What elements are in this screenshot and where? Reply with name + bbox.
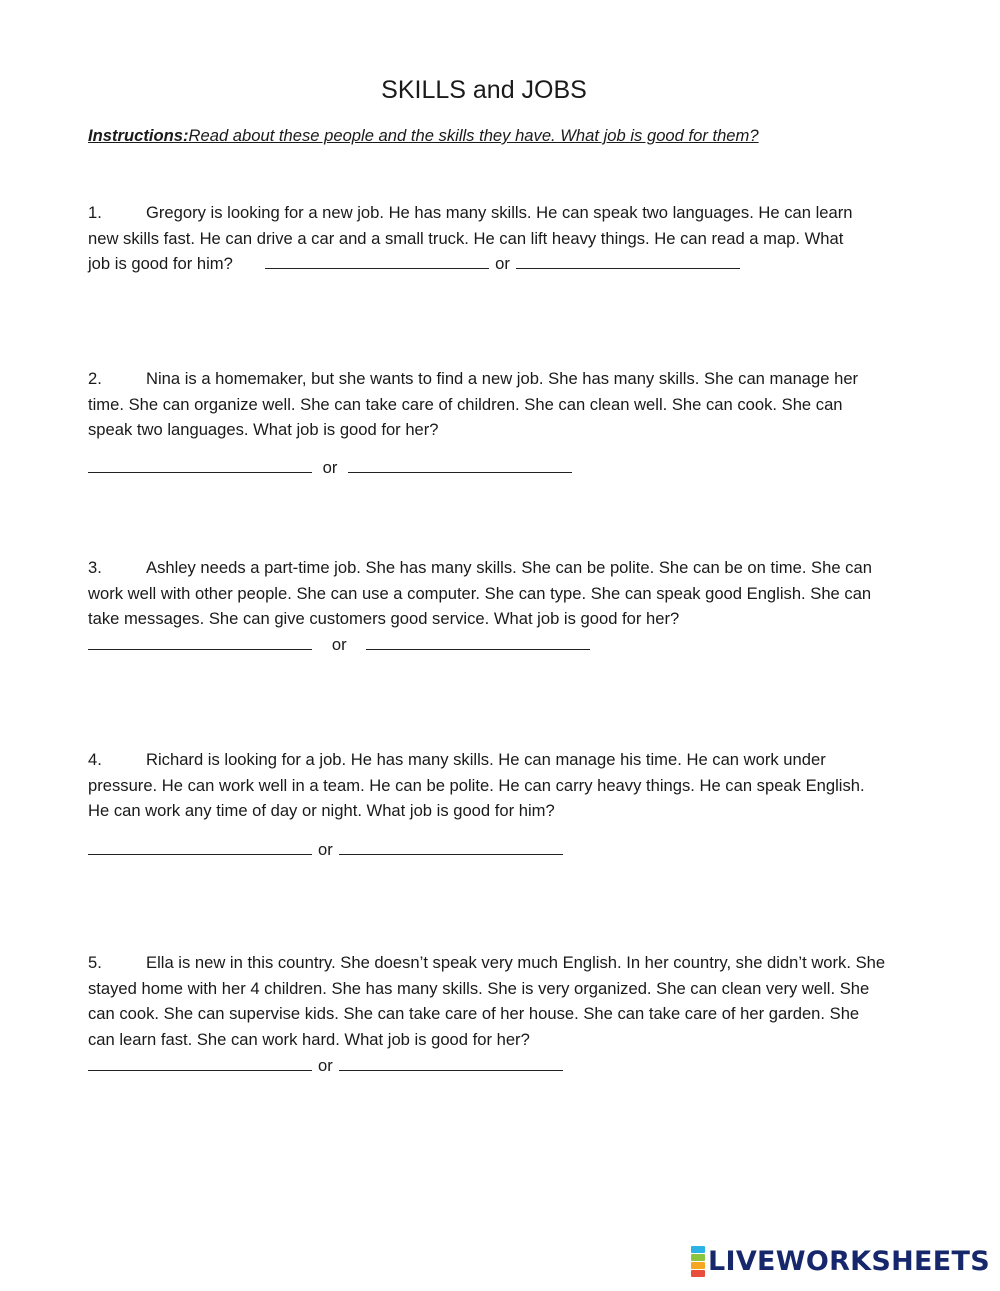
- instructions-text: Read about these people and the skills they have. What job is good for them?: [188, 126, 759, 145]
- answer-blank-3b[interactable]: [366, 635, 590, 650]
- question-number: 4.: [88, 750, 102, 769]
- question-4: [88, 747, 888, 824]
- answer-blank-4b[interactable]: [339, 840, 563, 855]
- or-connector: or: [318, 840, 333, 859]
- brand-name: LIVEWORKSHEETS: [707, 1245, 990, 1277]
- liveworksheets-logo-icon: [691, 1245, 705, 1277]
- question-number: 1.: [88, 203, 102, 222]
- answer-row-4: [88, 840, 563, 860]
- question-1: [88, 200, 868, 277]
- answer-row-2: [88, 458, 572, 478]
- answer-blank-1a[interactable]: [265, 254, 489, 269]
- instructions-label: Instructions:: [88, 126, 189, 145]
- instructions: [88, 126, 948, 146]
- answer-blank-3a[interactable]: [88, 635, 312, 650]
- answer-blank-5a[interactable]: [88, 1056, 312, 1071]
- question-3: [88, 555, 888, 658]
- worksheet-title: SKILLS and JOBS: [381, 76, 587, 104]
- answer-row-5: [88, 1056, 563, 1076]
- question-text: Ella is new in this country. She doesn’t speak very much English. In her country, she didn’t work. She stayed home with her 4 children. She has many skills. She is very organized. She can clean very well. She can cook. She can supervise kids. She can take care of her house. She can take care of her garden. She can learn fast. She can work hard. What job is good for her?: [88, 953, 886, 1050]
- or-connector: or: [331, 635, 347, 655]
- question-2: [88, 366, 888, 443]
- answer-blank-4a[interactable]: [88, 840, 312, 855]
- answer-blank-5b[interactable]: [339, 1056, 563, 1071]
- question-text: Nina is a homemaker, but she wants to find a new job. She has many skills. She can manage her time. She can organize well. She can take care of children. She can clean well. She can cook. She can speak two languages. What job is good for her?: [88, 369, 859, 440]
- question-text: Gregory is looking for a new job. He has many skills. He can speak two languages. He can learn new skills fast. He can drive a car and a small truck. He can lift heavy things. He can read a map. What job is good for him?: [88, 203, 853, 274]
- answer-blank-2a[interactable]: [88, 458, 312, 473]
- question-5: [88, 950, 888, 1053]
- answer-blank-1b[interactable]: [516, 254, 740, 269]
- question-number: 5.: [88, 953, 102, 972]
- logo-block: [691, 1254, 705, 1261]
- question-number: 3.: [88, 558, 102, 577]
- logo-block: [691, 1262, 705, 1269]
- or-connector: or: [322, 458, 338, 477]
- logo-block: [691, 1270, 705, 1277]
- liveworksheets-logo: [691, 1245, 990, 1277]
- logo-block: [691, 1246, 705, 1253]
- question-text: Ashley needs a part-time job. She has many skills. She can be polite. She can be on time. She can work well with other people. She can use a computer. She can type. She can speak good English. She can take messages. She can give customers good service. What job is good for her?: [88, 558, 872, 629]
- or-connector: or: [495, 254, 510, 274]
- question-number: 2.: [88, 369, 102, 388]
- or-connector: or: [318, 1056, 333, 1075]
- answer-blank-2b[interactable]: [348, 458, 572, 473]
- question-text: Richard is looking for a job. He has many skills. He can manage his time. He can work under pressure. He can work well in a team. He can be polite. He can carry heavy things. He can speak English. He can work any time of day or night. What job is good for him?: [88, 750, 865, 821]
